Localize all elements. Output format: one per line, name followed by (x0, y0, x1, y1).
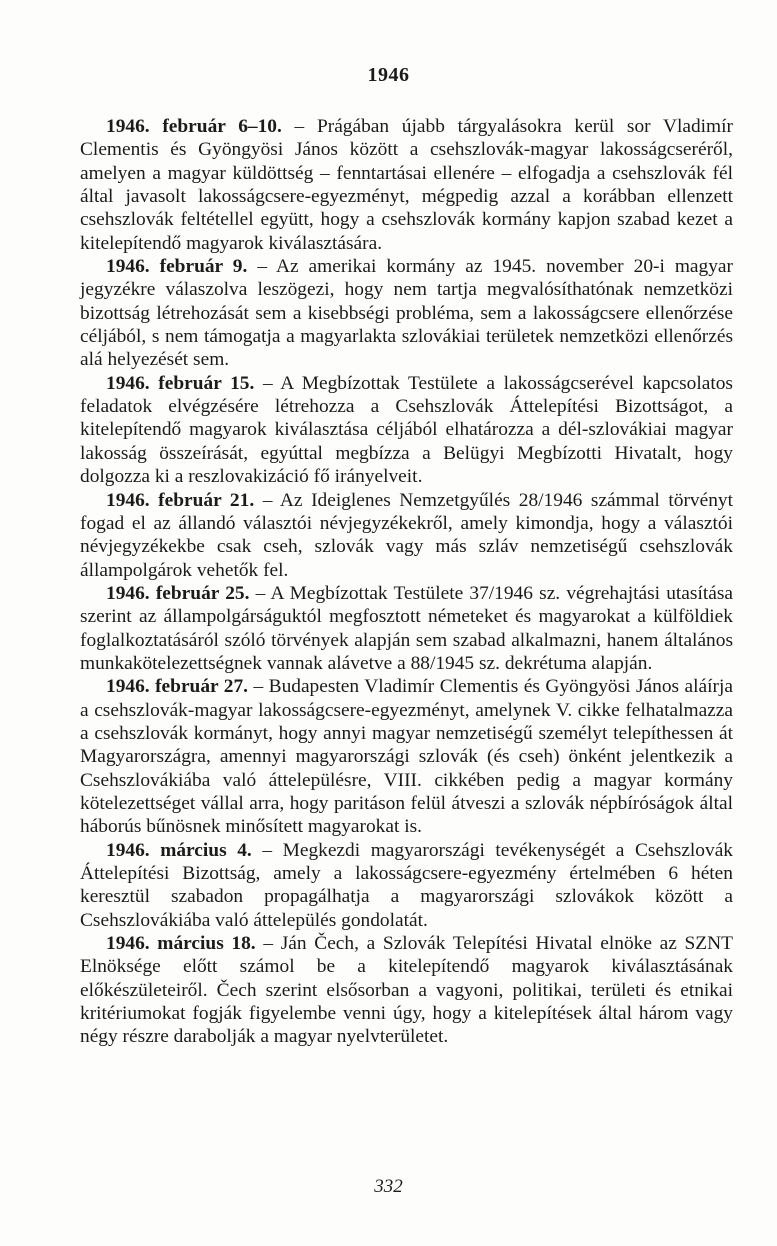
chronology-entry (80, 839, 733, 932)
entry-text: – Prágában újabb tárgyalásokra kerül sor Vladimír Clementis és Gyöngyösi János között a csehszlovák-magyar lakosságcseréről, amelyen a magyar küldöttség – fenntartásai ellenére – elfogadja a csehszlovák fél által javasolt lakosságcsere-egyezményt, mégpedig azzal a korábban ellenzett csehszlovák feltétellel együtt, hogy a csehszlovák kormány kapjon szabad kezet a kitelepítendő magyarok kiválasztására. (80, 116, 733, 254)
entry-date: 1946. február 6–10. (106, 116, 282, 137)
chronology-entry (80, 255, 733, 372)
running-head-year: 1946 (367, 64, 410, 86)
entry-text: – Megkezdi magyarországi tevékenységét a Csehszlovák Áttelepítési Bizottság, amely a lakosságcsere-egyezmény értelmében 6 héten keresztül szabadon propagálhatja a magyarországi szlovákok között a Csehszlovákiába való áttelepülés gondolatát. (80, 839, 734, 931)
entry-date: 1946. február 25. (106, 582, 250, 604)
entry-text: – Budapesten Vladimír Clementis és Gyöngyösi János aláírja a csehszlovák-magyar lakosságcsere-egyezményt, amelynek V. cikke felhatalmazza a csehszlovák kormányt, hogy annyi magyar nemzetiségű személyt telepíthessen át Magyarországra, amennyi magyarországi szlovák (és cseh) önként jelentkezik a Csehszlovákiába való áttelepülésre, VIII. cikkében pedig a magyar kormány kötelezettséget vállal arra, hogy paritáson felül átveszi a szlovák népbíróságok által háborús bűnösnek minősített magyarokat is. (80, 676, 733, 838)
entry-date: 1946. február 9. (106, 256, 248, 278)
entry-date: 1946. február 21. (106, 489, 255, 511)
page-number: 332 (374, 1176, 403, 1197)
chronology-entry (80, 932, 733, 1049)
chronology-text (80, 115, 733, 1049)
entry-text: – Az Ideiglenes Nemzetgyűlés 28/1946 számmal törvényt fogad el az állandó választói névjegyzékekről, amely kimondja, hogy a választói névjegyzékekbe csak cseh, szlovák vagy más szláv nemzetiségű csehszlovák állampolgárok vehetők fel. (80, 489, 733, 581)
entry-text: – A Megbízottak Testülete a lakosságcserével kapcsolatos feladatok elvégzésére létrehozza a Csehszlovák Áttelepítési Bizottságot, a kitelepítendő magyarok kiválasztása céljából elhatározza a dél-szlovákiai magyar lakosság összeírását, egyúttal megbízza a Belügyi Megbízotti Hivatalt, hogy dolgozza ki a reszlovakizáció fő irányelveit. (80, 372, 733, 488)
chronology-entry (80, 372, 733, 489)
chronology-entry (80, 582, 733, 675)
entry-text: – Ján Čech, a Szlovák Telepítési Hivatal elnöke az SZNT Elnöksége előtt számol be a kitelepítendő magyarok kiválasztásának előkészületeiről. Čech szerint elsősorban a vagyoni, politikai, területi és etnikai kritériumokat fogják figyelembe venni úgy, hogy a kitelepítések által három vagy négy részre darabolják a magyar nyelvterületet. (80, 933, 733, 1048)
entry-date: 1946. február 15. (106, 372, 255, 394)
entry-date: 1946. március 18. (106, 933, 256, 955)
entry-text: – A Megbízottak Testülete 37/1946 sz. végrehajtási utasítása szerint az állampolgárságuktól megfosztott németeket és magyarokat a külföldiek foglalkoztatásáról szóló törvények alapján sem szabad alkalmazni, hanem általános munkakötelezettségnek vannak alávetve a 88/1945 sz. dekrétuma alapján. (80, 582, 733, 674)
chronology-entry (80, 489, 733, 582)
entry-date: 1946. március 4. (106, 839, 252, 861)
entry-text: – Az amerikai kormány az 1945. november 20-i magyar jegyzékre válaszolva leszögezi, hogy nem tartja megvalósíthatónak nemzetközi bizottság létrehozását sem a kisebbségi probléma, sem a lakosságcsere ellenőrzése céljából, s nem támogatja a magyarlakta szlovákiai területek nemzetközi ellenőrzés alá helyezését sem. (80, 256, 733, 371)
entry-date: 1946. február 27. (106, 676, 248, 698)
chronology-entry (80, 675, 733, 838)
chronology-entry (80, 115, 733, 255)
